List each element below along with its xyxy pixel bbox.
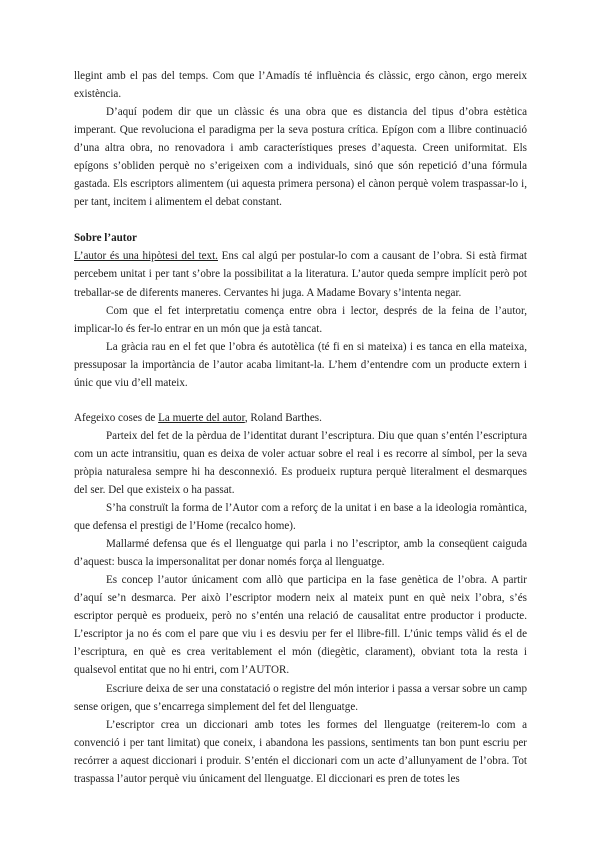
- document-page: [74, 67, 527, 788]
- paragraph-text: , Roland Barthes.: [244, 411, 322, 424]
- underlined-thesis: L’autor és una hipòtesi del text.: [74, 250, 218, 263]
- paragraph-classic-definition: D’aquí podem dir que un clàssic és una obra que es distancia del tipus d’obra estètica imperant. Que revoluciona el paradigma per la seva postura crítica. Epígon com a llibre continuació d’una altra obra, no renovadora i amb característiques preses d’aquesta. Creen uniformitat. Els epígons s’obliden perquè no s’erigeixen com a individuals, sinó que són repetició d’una fórmula gastada. Els escriptors alimentem (ui aquesta primera persona) el cànon perquè volem traspassar-lo i, per tant, incitem i alimentem el debat constant.: [74, 106, 527, 209]
- paragraph-genetic-phase: Es concep l’autor únicament com allò que participa en la fase genètica de l’obra. A partir d’aquí se’n desmarca. Per això l’escriptor modern neix al mateix punt en què neix l’obra, s’és escriptor perquè es produeix, però no s’entén una relació de causalitat entre productor i producte. L’escriptor ja no és com el pare que viu i es desviu per fer el llibre-fill. L’únic temps vàlid és el de l’escriptura, en què es crea veritablement el món (diegètic, clarament), obviant tota la resta i qualsevol entitat que no hi entri, com l’AUTOR.: [74, 574, 527, 677]
- section-heading-author: Sobre l’autor: [74, 232, 137, 245]
- paragraph-interpretation: Com que el fet interpretatiu comença entre obra i lector, després de la feina de l’autor, implicar-lo és fer-lo entrar en un món que ja està tancat.: [74, 304, 527, 335]
- paragraph-classic-continuation: llegint amb el pas del temps. Com que l’Amadís té influència és clàssic, ergo cànon, ergo mereix existència.: [74, 70, 527, 101]
- paragraph-romantic-ideology: S’ha construït la forma de l’Autor com a reforç de la unitat i en base a la ideologia romàntica, que defensa el prestigi de l’Home (recalco home).: [74, 502, 527, 533]
- paragraph-author-hypothesis: [74, 247, 527, 301]
- paragraph-mallarme: Mallarmé defensa que és el llenguatge qui parla i no l’escriptor, amb la conseqüent caiguda d’aquest: busca la impersonalitat per donar només força al llenguatge.: [74, 538, 527, 569]
- book-title: La muerte del autor: [158, 411, 245, 424]
- paragraph-identity-loss: Parteix del fet de la pèrdua de l’identitat durant l’escriptura. Diu que quan s’entén l’escriptura com un acte intransitiu, quan es deixa de voler actuar sobre el real i es recorre al símbol, per la seva pròpia naturalesa sempre hi ha desconnexió. Es produeix ruptura perquè literalment el desmarques del ser. Del que existeix o ha passat.: [74, 429, 527, 496]
- paragraph-text: Afegeixo coses de: [74, 411, 159, 424]
- paragraph-autotelic: La gràcia rau en el fet que l’obra és autotèlica (té fi en si mateixa) i es tanca en ella mateixa, pressuposar la importància de l’autor acaba limitant-la. L’hem d’entendre com un producte extern i únic que viu d’ell mateix.: [74, 340, 527, 389]
- paragraph-writing-origin: Escriure deixa de ser una constatació o registre del món interior i passa a versar sobre un camp sense origen, que s’encarrega simplement del fet del llenguatge.: [74, 682, 527, 713]
- paragraph-text: Ens cal algú per postular-lo com a causant de l’obra. Si està firmat percebem unitat i per tant s’obre la possibilitat a la literatura. L’autor queda sempre implícit però pot treballar-se de diferents maneres. Cervantes hi juga. A Madame Bovary s’intenta negar.: [74, 250, 528, 299]
- paragraph-dictionary: L’escriptor crea un diccionari amb totes les formes del llenguatge (reiterem-lo com a convenció i per tant limitat) que coneix, i abandona les passions, sentiments tan bon punt escriu per recórrer a aquest diccionari i produir. S’entén el diccionari com un acte d’allunyament de l’obra. Tot traspassa l’autor perquè viu únicament del llenguatge. El diccionari es pren de totes les: [74, 718, 527, 785]
- paragraph-barthes-intro: [74, 409, 527, 427]
